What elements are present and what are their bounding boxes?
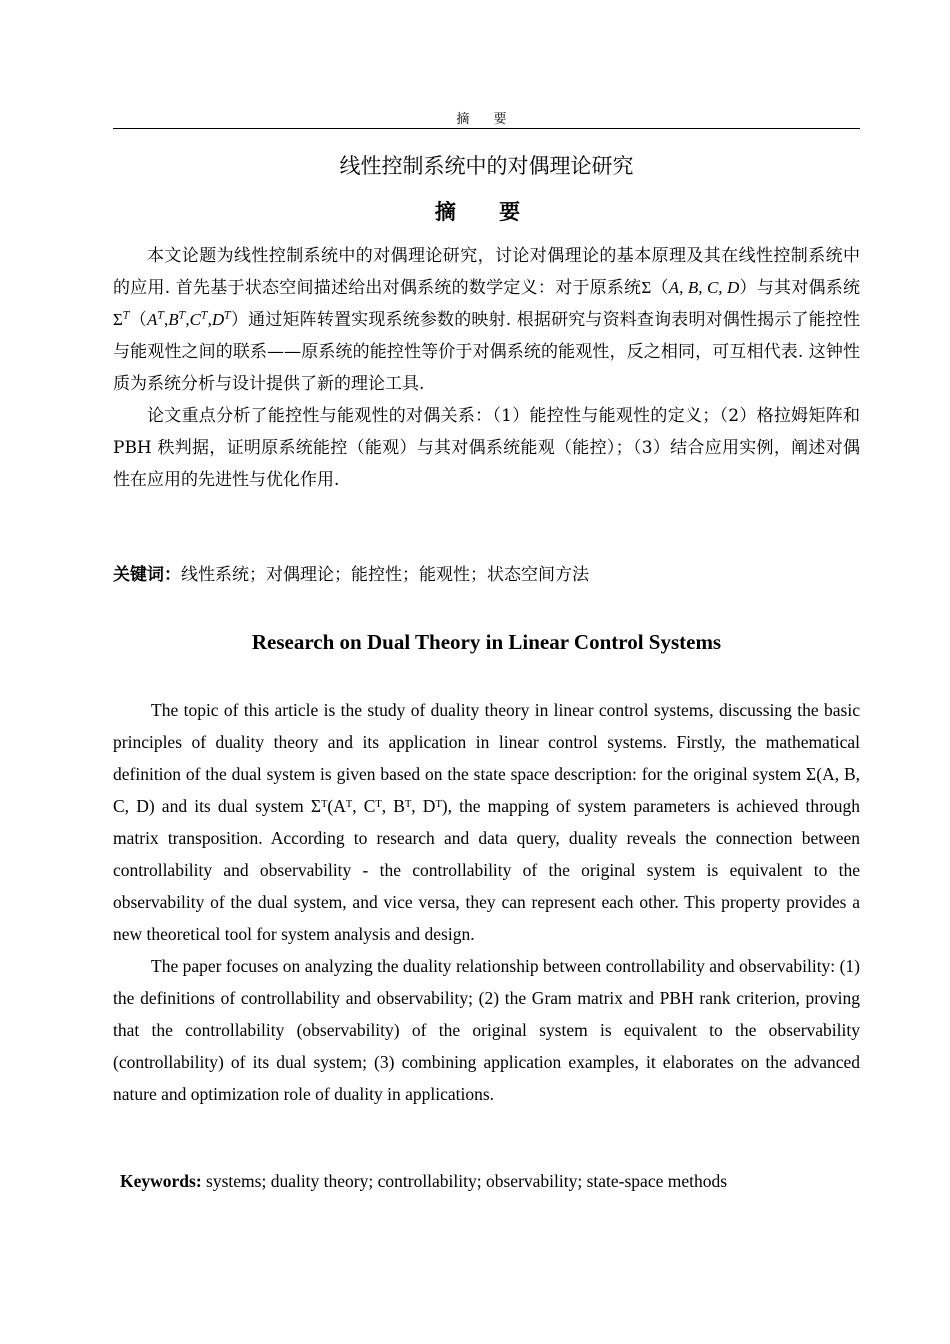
dual-close-paren: ）: [230, 310, 249, 330]
chinese-abstract: [113, 240, 860, 496]
comma: ,: [185, 310, 190, 329]
matrix-c: C: [189, 310, 201, 329]
matrix-d: D: [211, 310, 225, 329]
chinese-keywords-text: 线性系统；对偶理论；能控性；能观性；状态空间方法: [181, 565, 589, 585]
english-keywords-text: systems; duality theory; controllability; observability; state-space methods: [201, 1171, 728, 1191]
english-keywords-label: Keywords:: [120, 1171, 202, 1191]
transpose-sup: T: [157, 310, 164, 322]
close-paren: ）: [739, 278, 757, 298]
chinese-paragraph-1-text-b: 与其对偶系统: [756, 278, 861, 298]
transpose-sup: T: [200, 310, 208, 322]
english-abstract: [113, 694, 860, 1110]
header-rule: [113, 128, 860, 129]
matrix-a: A: [146, 310, 158, 329]
system-matrices: A, B, C, D: [668, 278, 740, 297]
comma: ,: [164, 310, 169, 329]
chinese-paragraph-1-text-a: 本文论题为线性控制系统中的对偶理论研究，讨论对偶理论的基本原理及其在线性控制系统中的应用. 首先基于状态空间描述给出对偶系统的数学定义：对于原系统: [113, 246, 860, 298]
chinese-title: 线性控制系统中的对偶理论研究: [339, 154, 634, 178]
english-paragraph-1: The topic of this article is the study of duality theory in linear control systems, discussing the basic principles of duality theory and its application in linear control systems. Firstly, the mathematical definition of the dual system is given based on the state space description: for the original system Σ(A, B, C, D) and its dual system Σᵀ(Aᵀ, Cᵀ, Bᵀ, Dᵀ), the mapping of system parameters is achieved through matrix transposition. According to research and data query, duality reveals the connection between controllability and observability - the controllability of the original system is equivalent to the observability of the dual system, and vice versa, they can represent each other. This property provides a new theoretical tool for system analysis and design.: [113, 700, 860, 944]
matrix-b: B: [168, 310, 179, 329]
transpose-sup: T: [178, 310, 186, 322]
dual-sigma-symbol: Σ: [113, 310, 123, 329]
english-title: Research on Dual Theory in Linear Control Systems: [251, 630, 722, 654]
dual-open-paren: （: [129, 310, 147, 330]
chinese-abstract-heading: 摘 要: [434, 200, 539, 224]
chinese-keywords-label: 关键词：: [113, 565, 181, 585]
chinese-paragraph-2: 论文重点分析了能控性与能观性的对偶关系：（1）能控性与能观性的定义；（2）格拉姆矩阵和 PBH 秩判据，证明原系统能控（能观）与其对偶系统能观（能控）；（3）结合应用实例，阐述对偶性在应用的先进性与优化作用.: [113, 406, 860, 490]
sigma-symbol: Σ: [641, 278, 652, 297]
comma: ,: [207, 310, 212, 329]
chinese-paragraph-1-text-c: 通过矩阵转置实现系统参数的映射. 根据研究与资料查询表明对偶性揭示了能控性与能观性之间的联系——原系统的能控性等价于对偶系统的能观性，反之相同，可互相代表. 这钟性质为系统分析与设计提供了新的理论工具.: [113, 310, 861, 394]
english-keywords: [120, 1168, 860, 1194]
transpose-sup: T: [224, 310, 231, 322]
transpose-sup: T: [122, 310, 130, 322]
running-header: 摘 要: [456, 112, 517, 127]
chinese-keywords: [113, 562, 860, 588]
chinese-paragraph-1: [113, 240, 860, 400]
open-paren: （: [651, 278, 669, 298]
english-paragraph-2: The paper focuses on analyzing the duality relationship between controllability and observability: (1) the definitions of controllability and observability; (2) the Gram matrix and PBH rank criterion, proving that the controllability (observability) of the original system is equivalent to the observability (controllability) of its dual system; (3) combining application examples, it elaborates on the advanced nature and optimization role of duality in applications.: [113, 956, 860, 1104]
